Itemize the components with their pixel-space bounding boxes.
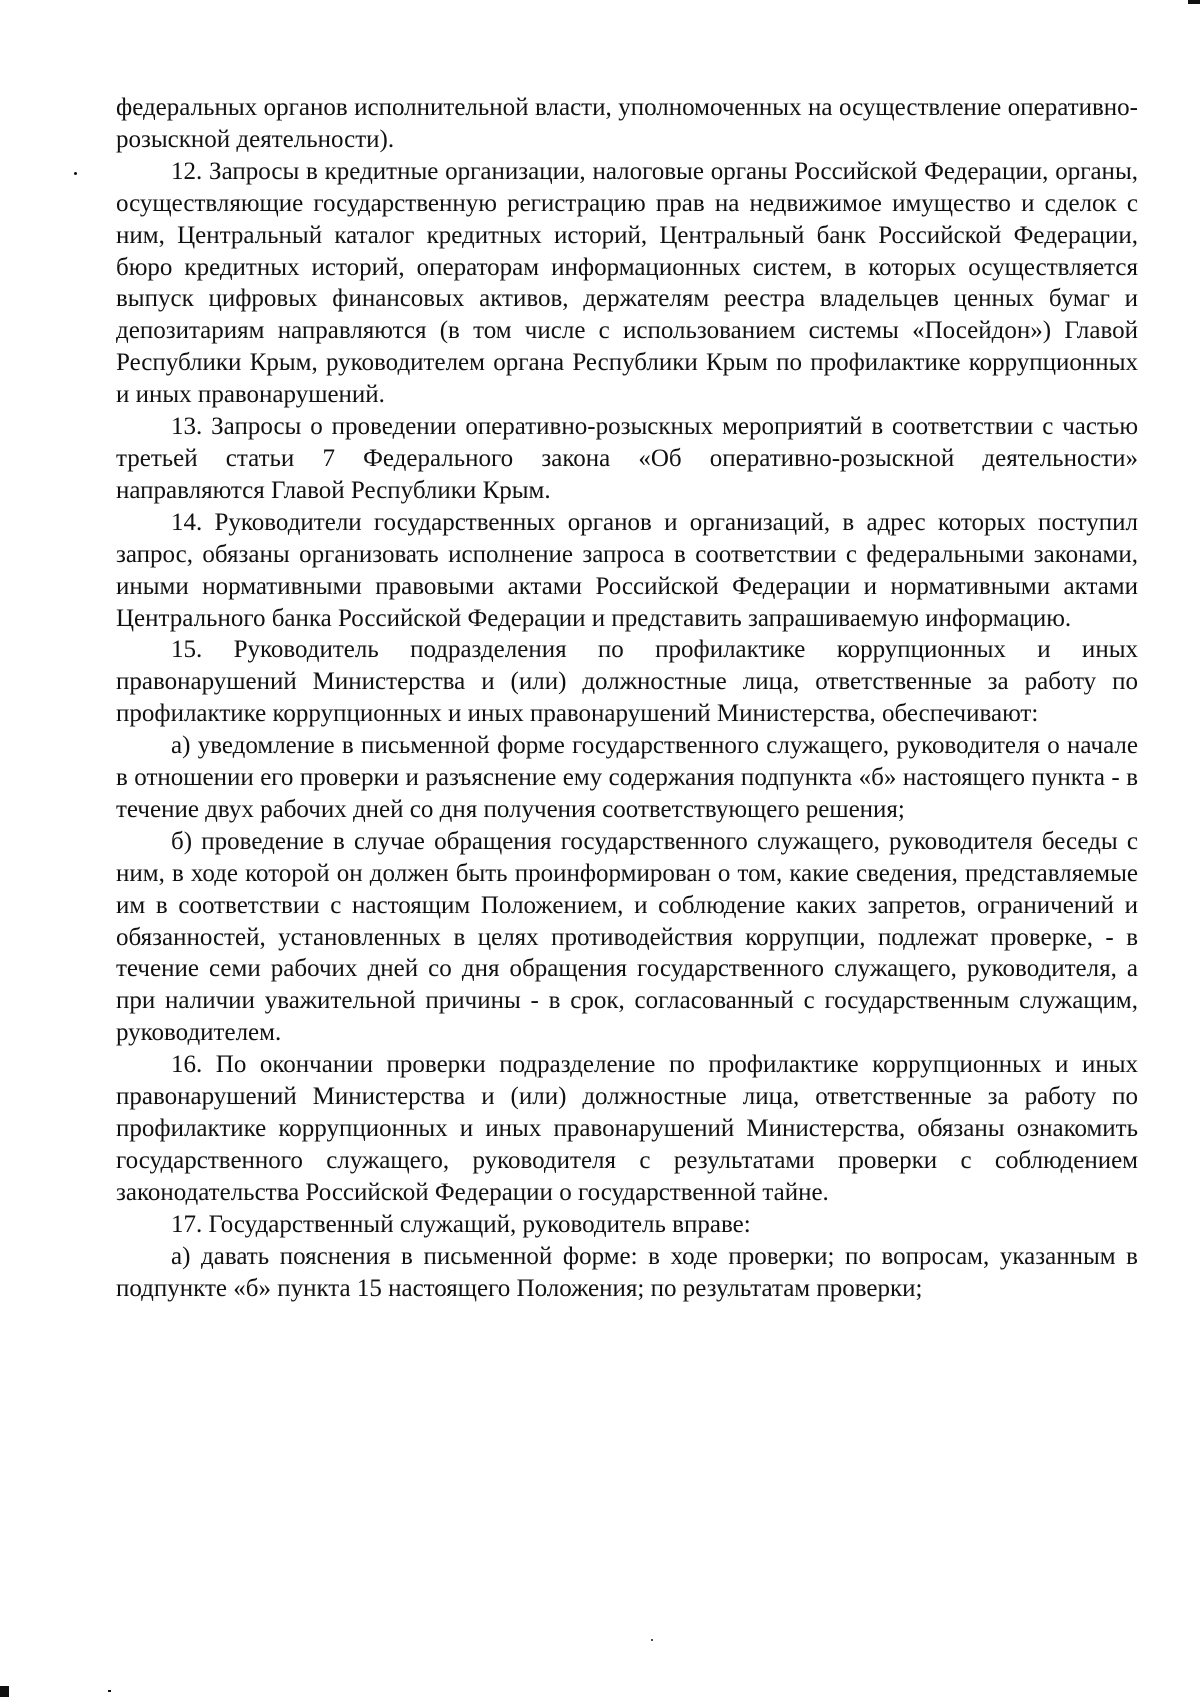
- paragraph-15-a: а) уведомление в письменной форме государственного служащего, руководителя о начале в отношении его проверки и разъяснение ему содержания подпункта «б» настоящего пункта - в течение двух рабочих дней со дня получения соответствующего решения;: [116, 732, 1138, 823]
- paragraph-13: 13. Запросы о проведении оперативно-розыскных мероприятий в соответствии с частью третьей статьи 7 Федерального закона «Об оперативно-розыскной деятельности» направляются Главой Республики Крым.: [116, 413, 1138, 504]
- paragraph-17-a: а) давать пояснения в письменной форме: в ходе проверки; по вопросам, указанным в подпункте «б» пункта 15 настоящего Положения; по результатам проверки;: [116, 1242, 1138, 1302]
- scan-speck: [108, 1690, 111, 1692]
- paragraph-17: 17. Государственный служащий, руководитель вправе:: [171, 1210, 751, 1238]
- scan-speck: [651, 1639, 653, 1641]
- paragraph-14: 14. Руководители государственных органов и организаций, в адрес которых поступил запрос, обязаны организовать исполнение запроса в соответствии с федеральными законами, иными нормативными правовыми актами Российской Федерации и нормативными актами Центрального банка Российской Федерации и представить запрашиваемую информацию.: [116, 508, 1138, 632]
- paragraph-16: 16. По окончании проверки подразделение по профилактике коррупционных и иных правонарушений Министерства и (или) должностные лица, ответственные за работу по профилактике коррупционных и иных правонарушений Министерства, обязаны ознакомить государственного служащего, руководителя с результатами проверки с соблюдением законодательства Российской Федерации о государственной тайне.: [116, 1051, 1138, 1206]
- paragraph-12: 12. Запросы в кредитные организации, налоговые органы Российской Федерации, органы, осуществляющие государственную регистрацию прав на недвижимое имущество и сделок с ним, Центральный каталог кредитных историй, Центральный банк Российской Федерации, бюро кредитных историй, операторам информационных систем, в которых осуществляется выпуск цифровых финансовых активов, держателям реестра владельцев ценных бумаг и депозитариям направляются (в том числе с использованием системы «Посейдон») Главой Республики Крым, руководителем органа Республики Крым по профилактике коррупционных и иных правонарушений.: [116, 157, 1138, 409]
- scan-speck: [74, 172, 77, 175]
- paragraph-continuation: федеральных органов исполнительной власти, уполномоченных на осуществление оперативно-розыскной деятельности).: [116, 94, 1138, 153]
- paragraph-15-b: б) проведение в случае обращения государственного служащего, руководителя беседы с ним, в ходе которой он должен быть проинформирован о том, какие сведения, представляемые им в соответствии с настоящим Положением, и соблюдение каких запретов, ограничений и обязанностей, установленных в целях противодействия коррупции, подлежат проверке, - в течение семи рабочих дней со дня обращения государственного служащего, руководителя, а при наличии уважительной причины - в срок, согласованный с государственным служащим, руководителем.: [116, 827, 1138, 1047]
- document-body: [116, 92, 1138, 1304]
- paragraph-15: 15. Руководитель подразделения по профилактике коррупционных и иных правонарушений Министерства и (или) должностные лица, ответственные за работу по профилактике коррупционных и иных правонарушений Министерства, обеспечивают:: [116, 636, 1138, 728]
- scan-edge-mark: [1188, 0, 1200, 4]
- scan-edge-mark: [0, 1686, 9, 1697]
